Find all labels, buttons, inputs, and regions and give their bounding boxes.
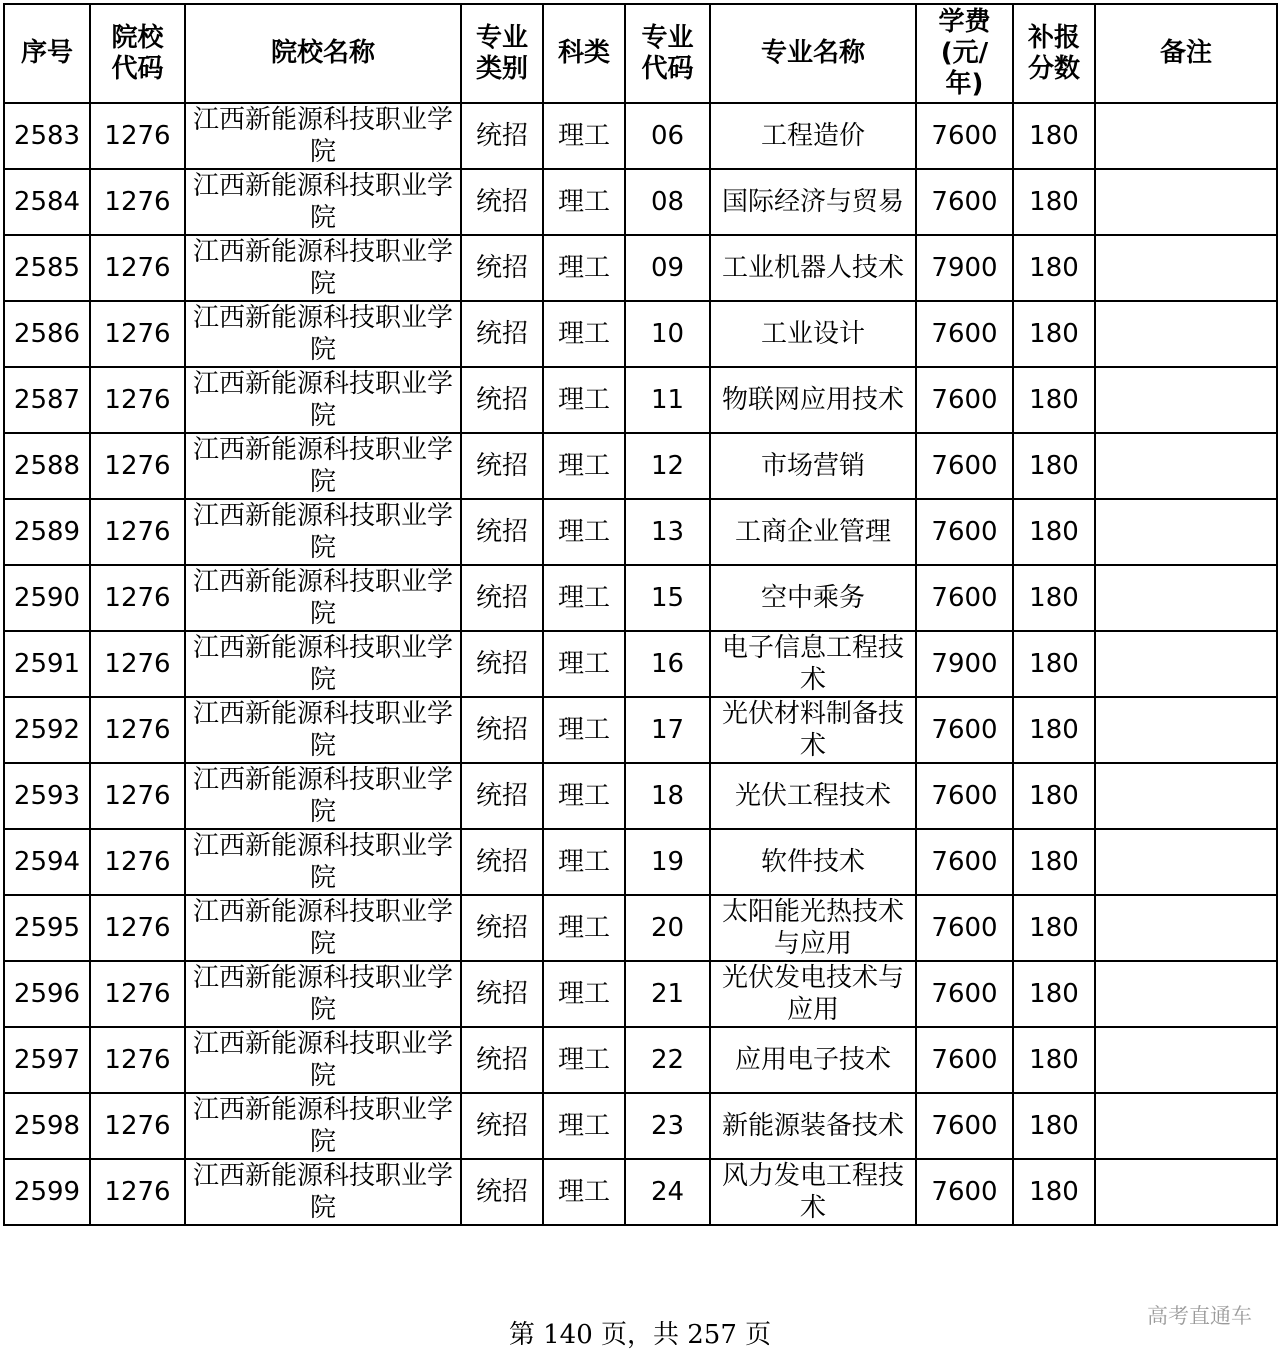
cell-major-name: 电子信息工程技术	[710, 631, 916, 697]
table-row	[4, 895, 1277, 961]
cell-school-code: 1276	[90, 1159, 185, 1225]
cell-major-name: 太阳能光热技术与应用	[710, 895, 916, 961]
cell-major-code: 10	[625, 301, 710, 367]
table-row	[4, 829, 1277, 895]
watermark: 高考直通车	[1147, 1304, 1252, 1328]
cell-index: 2590	[4, 565, 90, 631]
cell-index: 2588	[4, 433, 90, 499]
cell-supplement-score: 180	[1013, 499, 1095, 565]
cell-index: 2583	[4, 103, 90, 169]
cell-major-code: 11	[625, 367, 710, 433]
cell-major-code: 19	[625, 829, 710, 895]
cell-major-name: 光伏材料制备技术	[710, 697, 916, 763]
cell-remarks	[1095, 565, 1277, 631]
cell-tuition: 7600	[916, 103, 1013, 169]
cell-school-name: 江西新能源科技职业学院	[185, 301, 461, 367]
cell-index: 2585	[4, 235, 90, 301]
cell-tuition: 7900	[916, 631, 1013, 697]
table-body	[4, 103, 1277, 1225]
header-major-category: 专业类别	[461, 4, 543, 103]
cell-school-name: 江西新能源科技职业学院	[185, 367, 461, 433]
cell-subject-type: 理工	[543, 169, 625, 235]
cell-index: 2591	[4, 631, 90, 697]
header-school-code: 院校代码	[90, 4, 185, 103]
table-row	[4, 961, 1277, 1027]
cell-subject-type: 理工	[543, 433, 625, 499]
cell-tuition: 7600	[916, 961, 1013, 1027]
cell-tuition: 7600	[916, 895, 1013, 961]
cell-major-code: 20	[625, 895, 710, 961]
cell-tuition: 7600	[916, 697, 1013, 763]
header-index: 序号	[4, 4, 90, 103]
cell-tuition: 7600	[916, 169, 1013, 235]
cell-tuition: 7600	[916, 301, 1013, 367]
table-row	[4, 763, 1277, 829]
cell-major-category: 统招	[461, 103, 543, 169]
cell-remarks	[1095, 631, 1277, 697]
cell-major-code: 09	[625, 235, 710, 301]
cell-school-code: 1276	[90, 763, 185, 829]
cell-remarks	[1095, 103, 1277, 169]
cell-major-category: 统招	[461, 829, 543, 895]
cell-supplement-score: 180	[1013, 565, 1095, 631]
cell-supplement-score: 180	[1013, 103, 1095, 169]
header-major-code: 专业代码	[625, 4, 710, 103]
cell-major-category: 统招	[461, 169, 543, 235]
cell-school-code: 1276	[90, 499, 185, 565]
cell-school-code: 1276	[90, 367, 185, 433]
cell-major-name: 工程造价	[710, 103, 916, 169]
cell-school-code: 1276	[90, 169, 185, 235]
header-school-name: 院校名称	[185, 4, 461, 103]
cell-remarks	[1095, 499, 1277, 565]
cell-school-code: 1276	[90, 895, 185, 961]
cell-tuition: 7900	[916, 235, 1013, 301]
cell-major-category: 统招	[461, 499, 543, 565]
cell-remarks	[1095, 301, 1277, 367]
cell-remarks	[1095, 433, 1277, 499]
cell-school-name: 江西新能源科技职业学院	[185, 763, 461, 829]
cell-major-name: 工商企业管理	[710, 499, 916, 565]
table-row	[4, 697, 1277, 763]
cell-remarks	[1095, 763, 1277, 829]
cell-major-category: 统招	[461, 1159, 543, 1225]
table-row	[4, 103, 1277, 169]
cell-school-code: 1276	[90, 301, 185, 367]
cell-index: 2594	[4, 829, 90, 895]
cell-major-code: 16	[625, 631, 710, 697]
cell-subject-type: 理工	[543, 829, 625, 895]
table-header-row	[4, 4, 1277, 103]
cell-subject-type: 理工	[543, 301, 625, 367]
cell-supplement-score: 180	[1013, 697, 1095, 763]
cell-school-name: 江西新能源科技职业学院	[185, 1093, 461, 1159]
cell-school-name: 江西新能源科技职业学院	[185, 829, 461, 895]
cell-remarks	[1095, 367, 1277, 433]
cell-subject-type: 理工	[543, 697, 625, 763]
cell-subject-type: 理工	[543, 631, 625, 697]
header-subject-type: 科类	[543, 4, 625, 103]
cell-tuition: 7600	[916, 499, 1013, 565]
cell-major-name: 工业机器人技术	[710, 235, 916, 301]
cell-major-code: 12	[625, 433, 710, 499]
cell-school-code: 1276	[90, 1093, 185, 1159]
cell-major-name: 工业设计	[710, 301, 916, 367]
page-number: 第 140 页，共 257 页	[508, 1320, 772, 1350]
cell-school-name: 江西新能源科技职业学院	[185, 697, 461, 763]
cell-major-category: 统招	[461, 433, 543, 499]
cell-major-name: 国际经济与贸易	[710, 169, 916, 235]
cell-school-code: 1276	[90, 697, 185, 763]
cell-school-name: 江西新能源科技职业学院	[185, 631, 461, 697]
cell-index: 2595	[4, 895, 90, 961]
cell-index: 2589	[4, 499, 90, 565]
cell-subject-type: 理工	[543, 103, 625, 169]
cell-remarks	[1095, 697, 1277, 763]
cell-remarks	[1095, 829, 1277, 895]
cell-major-name: 新能源装备技术	[710, 1093, 916, 1159]
cell-major-category: 统招	[461, 631, 543, 697]
cell-supplement-score: 180	[1013, 367, 1095, 433]
cell-major-name: 物联网应用技术	[710, 367, 916, 433]
admissions-table	[3, 3, 1278, 1226]
cell-index: 2592	[4, 697, 90, 763]
cell-supplement-score: 180	[1013, 235, 1095, 301]
cell-subject-type: 理工	[543, 499, 625, 565]
table-row	[4, 1027, 1277, 1093]
cell-tuition: 7600	[916, 565, 1013, 631]
cell-major-name: 空中乘务	[710, 565, 916, 631]
cell-major-category: 统招	[461, 235, 543, 301]
cell-major-code: 18	[625, 763, 710, 829]
cell-supplement-score: 180	[1013, 631, 1095, 697]
cell-major-category: 统招	[461, 961, 543, 1027]
cell-supplement-score: 180	[1013, 1027, 1095, 1093]
cell-school-name: 江西新能源科技职业学院	[185, 103, 461, 169]
cell-tuition: 7600	[916, 367, 1013, 433]
table-row	[4, 367, 1277, 433]
cell-tuition: 7600	[916, 1159, 1013, 1225]
cell-major-category: 统招	[461, 301, 543, 367]
cell-major-code: 22	[625, 1027, 710, 1093]
cell-remarks	[1095, 235, 1277, 301]
cell-school-code: 1276	[90, 235, 185, 301]
cell-major-category: 统招	[461, 697, 543, 763]
table-row	[4, 235, 1277, 301]
cell-index: 2596	[4, 961, 90, 1027]
cell-supplement-score: 180	[1013, 1093, 1095, 1159]
cell-subject-type: 理工	[543, 1093, 625, 1159]
cell-major-category: 统招	[461, 763, 543, 829]
cell-school-code: 1276	[90, 103, 185, 169]
cell-major-category: 统招	[461, 565, 543, 631]
table-row	[4, 169, 1277, 235]
cell-major-code: 08	[625, 169, 710, 235]
cell-remarks	[1095, 169, 1277, 235]
cell-major-code: 15	[625, 565, 710, 631]
cell-index: 2597	[4, 1027, 90, 1093]
table-row	[4, 565, 1277, 631]
cell-major-code: 21	[625, 961, 710, 1027]
cell-subject-type: 理工	[543, 367, 625, 433]
cell-major-name: 风力发电工程技术	[710, 1159, 916, 1225]
cell-school-code: 1276	[90, 961, 185, 1027]
cell-supplement-score: 180	[1013, 1159, 1095, 1225]
cell-supplement-score: 180	[1013, 763, 1095, 829]
cell-remarks	[1095, 961, 1277, 1027]
cell-major-code: 06	[625, 103, 710, 169]
header-tuition: 学费(元/年)	[916, 4, 1013, 103]
cell-school-name: 江西新能源科技职业学院	[185, 1027, 461, 1093]
cell-tuition: 7600	[916, 1093, 1013, 1159]
cell-major-category: 统招	[461, 367, 543, 433]
table-row	[4, 1093, 1277, 1159]
cell-index: 2598	[4, 1093, 90, 1159]
cell-school-name: 江西新能源科技职业学院	[185, 565, 461, 631]
table-row	[4, 433, 1277, 499]
cell-subject-type: 理工	[543, 235, 625, 301]
cell-index: 2584	[4, 169, 90, 235]
cell-major-name: 市场营销	[710, 433, 916, 499]
cell-school-code: 1276	[90, 829, 185, 895]
table-row	[4, 301, 1277, 367]
cell-major-code: 24	[625, 1159, 710, 1225]
cell-supplement-score: 180	[1013, 169, 1095, 235]
header-supplement-score: 补报分数	[1013, 4, 1095, 103]
cell-remarks	[1095, 1093, 1277, 1159]
header-remarks: 备注	[1095, 4, 1277, 103]
cell-major-category: 统招	[461, 1027, 543, 1093]
cell-remarks	[1095, 895, 1277, 961]
cell-school-name: 江西新能源科技职业学院	[185, 961, 461, 1027]
table-row	[4, 631, 1277, 697]
cell-index: 2599	[4, 1159, 90, 1225]
cell-supplement-score: 180	[1013, 961, 1095, 1027]
cell-school-name: 江西新能源科技职业学院	[185, 235, 461, 301]
table-row	[4, 1159, 1277, 1225]
cell-school-name: 江西新能源科技职业学院	[185, 895, 461, 961]
cell-major-name: 软件技术	[710, 829, 916, 895]
cell-subject-type: 理工	[543, 961, 625, 1027]
cell-major-code: 23	[625, 1093, 710, 1159]
cell-major-name: 光伏发电技术与应用	[710, 961, 916, 1027]
cell-supplement-score: 180	[1013, 829, 1095, 895]
cell-supplement-score: 180	[1013, 301, 1095, 367]
cell-major-category: 统招	[461, 1093, 543, 1159]
cell-school-code: 1276	[90, 1027, 185, 1093]
cell-school-code: 1276	[90, 565, 185, 631]
cell-subject-type: 理工	[543, 763, 625, 829]
cell-supplement-score: 180	[1013, 433, 1095, 499]
cell-index: 2593	[4, 763, 90, 829]
cell-school-name: 江西新能源科技职业学院	[185, 1159, 461, 1225]
cell-major-name: 应用电子技术	[710, 1027, 916, 1093]
cell-remarks	[1095, 1159, 1277, 1225]
cell-supplement-score: 180	[1013, 895, 1095, 961]
cell-tuition: 7600	[916, 433, 1013, 499]
cell-subject-type: 理工	[543, 1159, 625, 1225]
cell-index: 2586	[4, 301, 90, 367]
cell-school-name: 江西新能源科技职业学院	[185, 169, 461, 235]
cell-index: 2587	[4, 367, 90, 433]
cell-school-code: 1276	[90, 433, 185, 499]
cell-major-category: 统招	[461, 895, 543, 961]
cell-tuition: 7600	[916, 763, 1013, 829]
cell-tuition: 7600	[916, 829, 1013, 895]
header-major-name: 专业名称	[710, 4, 916, 103]
cell-major-code: 17	[625, 697, 710, 763]
cell-subject-type: 理工	[543, 1027, 625, 1093]
cell-subject-type: 理工	[543, 895, 625, 961]
cell-remarks	[1095, 1027, 1277, 1093]
cell-school-name: 江西新能源科技职业学院	[185, 499, 461, 565]
cell-tuition: 7600	[916, 1027, 1013, 1093]
cell-school-code: 1276	[90, 631, 185, 697]
cell-school-name: 江西新能源科技职业学院	[185, 433, 461, 499]
cell-major-code: 13	[625, 499, 710, 565]
cell-subject-type: 理工	[543, 565, 625, 631]
cell-major-name: 光伏工程技术	[710, 763, 916, 829]
table-row	[4, 499, 1277, 565]
